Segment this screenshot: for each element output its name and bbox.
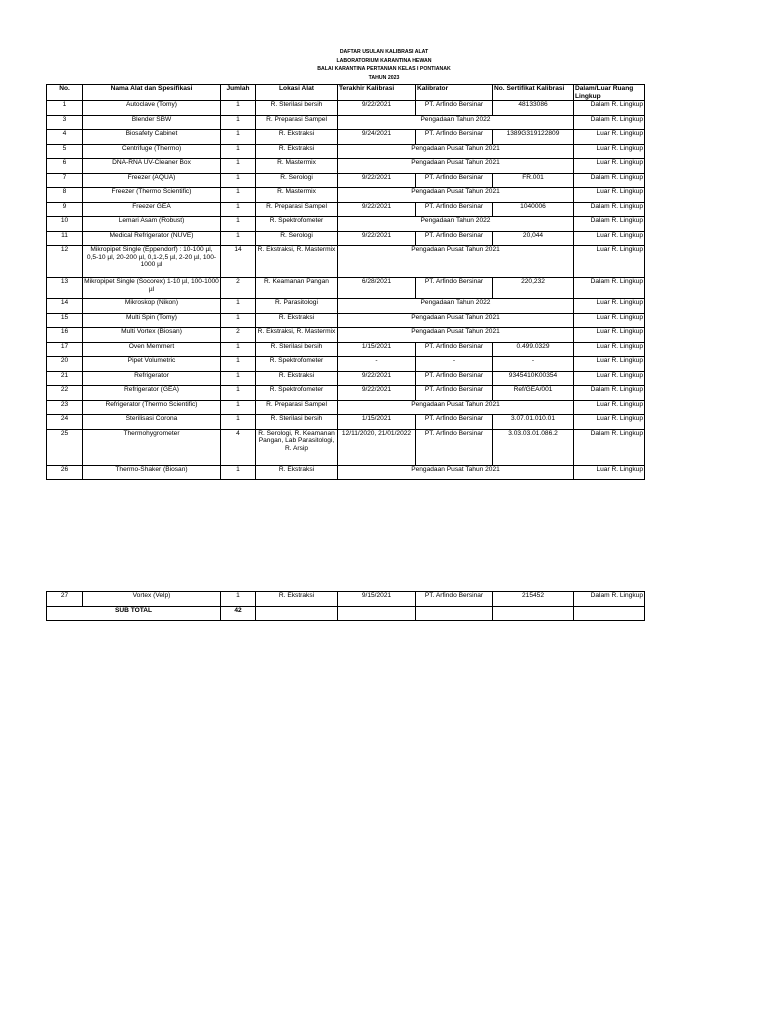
cell-no: 24: [47, 415, 83, 430]
cell-sertifikat: Ref/GEA/001: [493, 386, 574, 401]
table-row: [47, 231, 645, 246]
cell-pengadaan-note: Pengadaan Pusat Tahun 2021: [338, 144, 574, 159]
cell-terakhir: 6/28/2021: [338, 278, 416, 299]
table-row: [47, 188, 645, 203]
cell-lokasi: R. Sterilasi bersih: [256, 101, 338, 116]
cell-jumlah: 1: [221, 357, 256, 372]
cell-no: 4: [47, 130, 83, 145]
cell-no: 21: [47, 371, 83, 386]
table-row: [47, 592, 645, 607]
cell-ruang: Dalam R. Lingkup: [574, 429, 645, 465]
cell-nama: Sterilisasi Corona: [83, 415, 221, 430]
table-row: [47, 159, 645, 174]
cell-lokasi: R. Ekstraksi: [256, 130, 338, 145]
header-ruang: Dalam/Luar Ruang Lingkup: [574, 85, 645, 101]
cell-ruang: Dalam R. Lingkup: [574, 217, 645, 232]
empty-cell: [416, 606, 493, 620]
cell-sertifikat: 220,232: [493, 278, 574, 299]
cell-jumlah: 4: [221, 429, 256, 465]
cell-jumlah: 1: [221, 188, 256, 203]
cell-pengadaan-note: Pengadaan Pusat Tahun 2021: [338, 465, 574, 480]
cell-sertifikat: 3.07.01.010.01: [493, 415, 574, 430]
cell-ruang: Luar R. Lingkup: [574, 231, 645, 246]
table-row: [47, 328, 645, 343]
cell-sertifikat: 1040006: [493, 202, 574, 217]
cell-no: 11: [47, 231, 83, 246]
cell-kalibrator: PT. Arfindo Bersinar: [416, 342, 493, 357]
cell-jumlah: 14: [221, 246, 256, 278]
cell-nama: Vortex (Velp): [83, 592, 221, 607]
cell-jumlah: 1: [221, 217, 256, 232]
table-body: [47, 101, 645, 480]
cell-kalibrator: PT. Arfindo Bersinar: [416, 278, 493, 299]
table-row: [47, 415, 645, 430]
cell-terakhir: 9/22/2021: [338, 101, 416, 116]
title-line: LABORATORIUM KARANTINA HEWAN: [336, 57, 432, 64]
cell-nama: Mikropipet Single (Eppendorf) : 10-100 µl, 0,5-10 µl, 20-200 µl, 0,1-2,5 µl, 2-20 µl, 100-1000 µl: [83, 246, 221, 278]
cell-pengadaan-note: Pengadaan Tahun 2022: [338, 299, 574, 314]
table-body: [47, 592, 645, 607]
cell-jumlah: 1: [221, 371, 256, 386]
cell-jumlah: 1: [221, 386, 256, 401]
header-kalibrator: Kalibrator: [416, 85, 493, 101]
cell-no: 20: [47, 357, 83, 372]
cell-nama: Blender SBW: [83, 115, 221, 130]
cell-nama: DNA-RNA UV-Cleaner Box: [83, 159, 221, 174]
cell-lokasi: R. Mastermix: [256, 159, 338, 174]
cell-lokasi: R. Spektrofometer: [256, 217, 338, 232]
cell-kalibrator: -: [416, 357, 493, 372]
cell-nama: Medical Refrigerator (NUVE): [83, 231, 221, 246]
cell-jumlah: 1: [221, 144, 256, 159]
cell-nama: Freezer (Thermo Scientific): [83, 188, 221, 203]
title-line: BALAI KARANTINA PERTANIAN KELAS I PONTIANAK: [317, 66, 451, 72]
cell-lokasi: R. Preparasi Sampel: [256, 115, 338, 130]
cell-nama: Freezer (AQUA): [83, 173, 221, 188]
table-row: [47, 202, 645, 217]
cell-jumlah: 1: [221, 202, 256, 217]
cell-pengadaan-note: Pengadaan Pusat Tahun 2021: [338, 328, 574, 343]
cell-kalibrator: PT. Arfindo Bersinar: [416, 415, 493, 430]
empty-cell: [256, 606, 338, 620]
cell-lokasi: R. Ekstraksi, R. Mastermix: [256, 246, 338, 278]
cell-lokasi: R. Serologi: [256, 173, 338, 188]
cell-terakhir: 9/22/2021: [338, 386, 416, 401]
cell-terakhir: 9/22/2021: [338, 371, 416, 386]
cell-pengadaan-note: Pengadaan Pusat Tahun 2021: [338, 159, 574, 174]
cell-pengadaan-note: Pengadaan Pusat Tahun 2021: [338, 246, 574, 278]
cell-terakhir: 9/24/2021: [338, 130, 416, 145]
cell-lokasi: R. Ekstraksi: [256, 371, 338, 386]
cell-kalibrator: PT. Arfindo Bersinar: [416, 173, 493, 188]
cell-sertifikat: 3.03.03.01.086.2: [493, 429, 574, 465]
empty-cell: [493, 606, 574, 620]
cell-kalibrator: PT. Arfindo Bersinar: [416, 371, 493, 386]
cell-no: 9: [47, 202, 83, 217]
cell-lokasi: R. Spektrofometer: [256, 386, 338, 401]
cell-no: 14: [47, 299, 83, 314]
cell-pengadaan-note: Pengadaan Pusat Tahun 2021: [338, 400, 574, 415]
cell-nama: Mikroskop (Nikon): [83, 299, 221, 314]
cell-pengadaan-note: Pengadaan Pusat Tahun 2021: [338, 188, 574, 203]
table-row: [47, 342, 645, 357]
cell-no: 26: [47, 465, 83, 480]
table-row: [47, 386, 645, 401]
table-row: [47, 278, 645, 299]
table-row: [47, 400, 645, 415]
cell-ruang: Luar R. Lingkup: [574, 371, 645, 386]
cell-ruang: Luar R. Lingkup: [574, 342, 645, 357]
header-sertifikat: No. Sertifikat Kalibrasi: [493, 85, 574, 101]
cell-ruang: Dalam R. Lingkup: [574, 278, 645, 299]
cell-ruang: Luar R. Lingkup: [574, 246, 645, 278]
table-row: [47, 313, 645, 328]
cell-no: 27: [47, 592, 83, 607]
cell-ruang: Luar R. Lingkup: [574, 159, 645, 174]
header-terakhir: Terakhir Kalibrasi: [338, 85, 416, 101]
header-no: No.: [47, 85, 83, 101]
cell-jumlah: 1: [221, 313, 256, 328]
cell-no: 1: [47, 101, 83, 116]
cell-nama: Refrigerator: [83, 371, 221, 386]
cell-lokasi: R. Spektrofometer: [256, 357, 338, 372]
cell-ruang: Luar R. Lingkup: [574, 465, 645, 480]
cell-jumlah: 1: [221, 342, 256, 357]
table-row: [47, 299, 645, 314]
cell-pengadaan-note: Pengadaan Tahun 2022: [338, 115, 574, 130]
cell-ruang: Dalam R. Lingkup: [574, 115, 645, 130]
table-row: [47, 465, 645, 480]
cell-sertifikat: 0.499.0329: [493, 342, 574, 357]
title-line: TAHUN 2023: [368, 74, 400, 81]
cell-nama: Biosafety Cabinet: [83, 130, 221, 145]
cell-ruang: Dalam R. Lingkup: [574, 202, 645, 217]
cell-no: 8: [47, 188, 83, 203]
table-row: [47, 144, 645, 159]
table-row: [47, 101, 645, 116]
subtotal-jumlah: 42: [221, 606, 256, 620]
cell-no: 22: [47, 386, 83, 401]
cell-lokasi: R. Ekstraksi: [256, 465, 338, 480]
title-line: DAFTAR USULAN KALIBRASI ALAT: [339, 49, 429, 55]
cell-ruang: Luar R. Lingkup: [574, 188, 645, 203]
cell-ruang: Luar R. Lingkup: [574, 299, 645, 314]
cell-jumlah: 1: [221, 173, 256, 188]
cell-jumlah: 1: [221, 465, 256, 480]
cell-kalibrator: PT. Arfindo Bersinar: [416, 386, 493, 401]
cell-ruang: Dalam R. Lingkup: [574, 592, 645, 607]
cell-lokasi: R. Serologi, R. Keamanan Pangan, Lab Parasitologi, R. Arsip: [256, 429, 338, 465]
table-row: [47, 371, 645, 386]
cell-jumlah: 1: [221, 415, 256, 430]
cell-jumlah: 1: [221, 400, 256, 415]
table-row: [47, 130, 645, 145]
cell-sertifikat: 1389G319122809: [493, 130, 574, 145]
cell-no: 17: [47, 342, 83, 357]
cell-nama: Refrigerator (Thermo Scientific): [83, 400, 221, 415]
cell-no: 7: [47, 173, 83, 188]
cell-ruang: Luar R. Lingkup: [574, 400, 645, 415]
cell-sertifikat: FR.001: [493, 173, 574, 188]
table-row: [47, 357, 645, 372]
cell-ruang: Luar R. Lingkup: [574, 357, 645, 372]
cell-ruang: Luar R. Lingkup: [574, 144, 645, 159]
cell-nama: Pipet Volumetric: [83, 357, 221, 372]
cell-no: 3: [47, 115, 83, 130]
cell-jumlah: 1: [221, 115, 256, 130]
cell-kalibrator: PT. Arfindo Bersinar: [416, 101, 493, 116]
cell-no: 5: [47, 144, 83, 159]
table-row: [47, 173, 645, 188]
cell-terakhir: 1/15/2021: [338, 415, 416, 430]
cell-terakhir: 12/11/2020, 21/01/2022: [338, 429, 416, 465]
table-row: [47, 246, 645, 278]
calibration-table-continued: [46, 591, 645, 621]
cell-jumlah: 2: [221, 328, 256, 343]
cell-nama: Freezer GEA: [83, 202, 221, 217]
cell-nama: Thermo-Shaker (Biosan): [83, 465, 221, 480]
cell-lokasi: R. Ekstraksi, R. Mastermix: [256, 328, 338, 343]
subtotal-label: SUB TOTAL: [47, 606, 221, 620]
cell-terakhir: 9/22/2021: [338, 202, 416, 217]
cell-lokasi: R. Ekstraksi: [256, 313, 338, 328]
table-row: [47, 115, 645, 130]
cell-kalibrator: PT. Arfindo Bersinar: [416, 202, 493, 217]
cell-no: 12: [47, 246, 83, 278]
cell-lokasi: R. Ekstraksi: [256, 144, 338, 159]
cell-nama: Mikropipet Single (Socorex) 1-10 µl, 100-1000 µl: [83, 278, 221, 299]
header-lokasi: Lokasi Alat: [256, 85, 338, 101]
cell-ruang: Dalam R. Lingkup: [574, 101, 645, 116]
cell-lokasi: R. Keamanan Pangan: [256, 278, 338, 299]
cell-ruang: Luar R. Lingkup: [574, 313, 645, 328]
cell-pengadaan-note: Pengadaan Pusat Tahun 2021: [338, 313, 574, 328]
cell-no: 10: [47, 217, 83, 232]
cell-sertifikat: 9345410K00354: [493, 371, 574, 386]
cell-nama: Centrifuge (Thermo): [83, 144, 221, 159]
cell-kalibrator: PT. Arfindo Bersinar: [416, 130, 493, 145]
cell-kalibrator: PT. Arfindo Bersinar: [416, 231, 493, 246]
cell-jumlah: 1: [221, 299, 256, 314]
cell-jumlah: 1: [221, 159, 256, 174]
table-row: [47, 429, 645, 465]
cell-kalibrator: PT. Arfindo Bersinar: [416, 592, 493, 607]
cell-jumlah: 2: [221, 278, 256, 299]
cell-lokasi: R. Mastermix: [256, 188, 338, 203]
table-header-row: [47, 85, 645, 101]
cell-ruang: Dalam R. Lingkup: [574, 173, 645, 188]
cell-no: 25: [47, 429, 83, 465]
cell-no: 6: [47, 159, 83, 174]
header-jumlah: Jumlah: [221, 85, 256, 101]
cell-terakhir: 1/15/2021: [338, 342, 416, 357]
cell-terakhir: -: [338, 357, 416, 372]
cell-lokasi: R. Sterilasi bersih: [256, 415, 338, 430]
cell-nama: Refrigerator (GEA): [83, 386, 221, 401]
empty-cell: [338, 606, 416, 620]
cell-nama: Autoclave (Tomy): [83, 101, 221, 116]
cell-ruang: Luar R. Lingkup: [574, 415, 645, 430]
cell-sertifikat: 48133086: [493, 101, 574, 116]
cell-jumlah: 1: [221, 592, 256, 607]
calibration-table: [46, 84, 645, 480]
cell-ruang: Luar R. Lingkup: [574, 130, 645, 145]
cell-nama: Lemari Asam (Robust): [83, 217, 221, 232]
cell-pengadaan-note: Pengadaan Tahun 2022: [338, 217, 574, 232]
cell-terakhir: 9/15/2021: [338, 592, 416, 607]
cell-kalibrator: PT. Arfindo Bersinar: [416, 429, 493, 465]
cell-jumlah: 1: [221, 231, 256, 246]
cell-ruang: Dalam R. Lingkup: [574, 386, 645, 401]
cell-lokasi: R. Sterilasi bersih: [256, 342, 338, 357]
cell-nama: Thermohygrometer: [83, 429, 221, 465]
cell-jumlah: 1: [221, 130, 256, 145]
cell-sertifikat: 20,044: [493, 231, 574, 246]
cell-jumlah: 1: [221, 101, 256, 116]
cell-sertifikat: -: [493, 357, 574, 372]
cell-lokasi: R. Preparasi Sampel: [256, 202, 338, 217]
cell-nama: Oven Memmert: [83, 342, 221, 357]
table-row: [47, 217, 645, 232]
cell-lokasi: R. Preparasi Sampel: [256, 400, 338, 415]
cell-ruang: Luar R. Lingkup: [574, 328, 645, 343]
cell-no: 16: [47, 328, 83, 343]
cell-terakhir: 9/22/2021: [338, 231, 416, 246]
cell-no: 13: [47, 278, 83, 299]
cell-nama: Multi Spin (Tomy): [83, 313, 221, 328]
cell-lokasi: R. Serologi: [256, 231, 338, 246]
cell-sertifikat: 215452: [493, 592, 574, 607]
header-nama: Nama Alat dan Spesifikasi: [83, 85, 221, 101]
cell-no: 15: [47, 313, 83, 328]
cell-lokasi: R. Parasitologi: [256, 299, 338, 314]
cell-nama: Multi Vortex (Biosan): [83, 328, 221, 343]
empty-cell: [574, 606, 645, 620]
cell-no: 23: [47, 400, 83, 415]
cell-lokasi: R. Ekstraksi: [256, 592, 338, 607]
cell-terakhir: 9/22/2021: [338, 173, 416, 188]
subtotal-row: [47, 606, 645, 620]
